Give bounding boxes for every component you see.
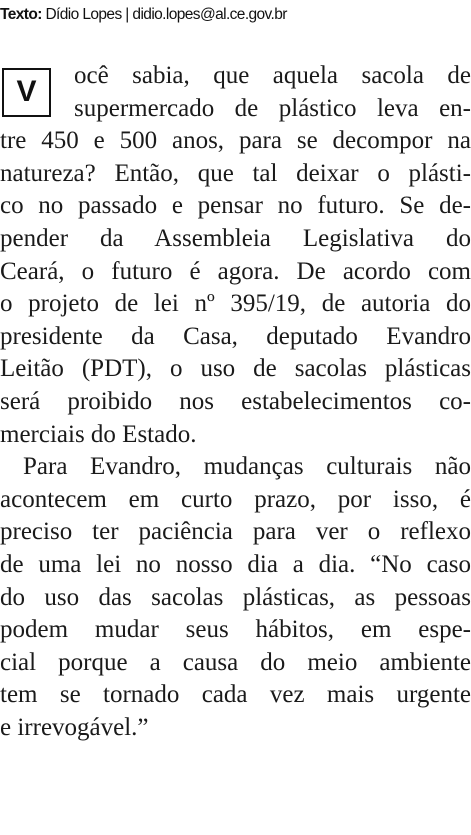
paragraph-2-line: tem se tornado cada vez mais urgente <box>0 681 471 709</box>
paragraph-1-line: natureza? Então, que tal deixar o plásti- <box>0 159 471 187</box>
paragraph-1-line: tre 450 e 500 anos, para se decompor na <box>0 127 471 155</box>
paragraph-2-line: e irrevogável.” <box>0 713 149 741</box>
byline-author: Dídio Lopes | didio.lopes@al.ce.gov.br <box>45 6 287 23</box>
paragraph-2-line: Para Evandro, mudanças culturais não <box>23 453 471 481</box>
paragraph-2-line: do uso das sacolas plásticas, as pessoas <box>0 583 471 611</box>
byline <box>0 4 287 26</box>
paragraph-1-line: Ceará, o futuro é agora. De acordo com <box>0 257 471 285</box>
paragraph-1-line: pender da Assembleia Legislativa do <box>0 224 471 252</box>
paragraph-1-line: será proibido nos estabelecimentos co- <box>0 387 471 415</box>
paragraph-2-line: preciso ter paciência para ver o reflexo <box>0 518 471 546</box>
drop-cap: V <box>2 68 51 117</box>
paragraph-2-line: de uma lei no nosso dia a dia. “No caso <box>0 550 471 578</box>
paragraph-1-line: presidente da Casa, deputado Evandro <box>0 322 471 350</box>
paragraph-1-line: ocê sabia, que aquela sacola de <box>74 62 471 89</box>
paragraph-1-line: supermercado de plástico leva en- <box>74 94 471 122</box>
byline-label: Texto: <box>0 6 42 23</box>
paragraph-1-line: Leitão (PDT), o uso de sacolas plásticas <box>0 355 471 383</box>
paragraph-2-line: podem mudar seus hábitos, em espe- <box>0 616 471 644</box>
article-body <box>0 60 471 744</box>
paragraph-2-line: cial porque a causa do meio ambiente <box>0 648 471 676</box>
paragraph-2-line: acontecem em curto prazo, por isso, é <box>0 485 471 513</box>
paragraph-1-line: o projeto de lei nº 395/19, de autoria do <box>0 290 471 318</box>
paragraph-1-line: merciais do Estado. <box>0 420 197 448</box>
paragraph-1-line: co no passado e pensar no futuro. Se de- <box>0 192 471 220</box>
